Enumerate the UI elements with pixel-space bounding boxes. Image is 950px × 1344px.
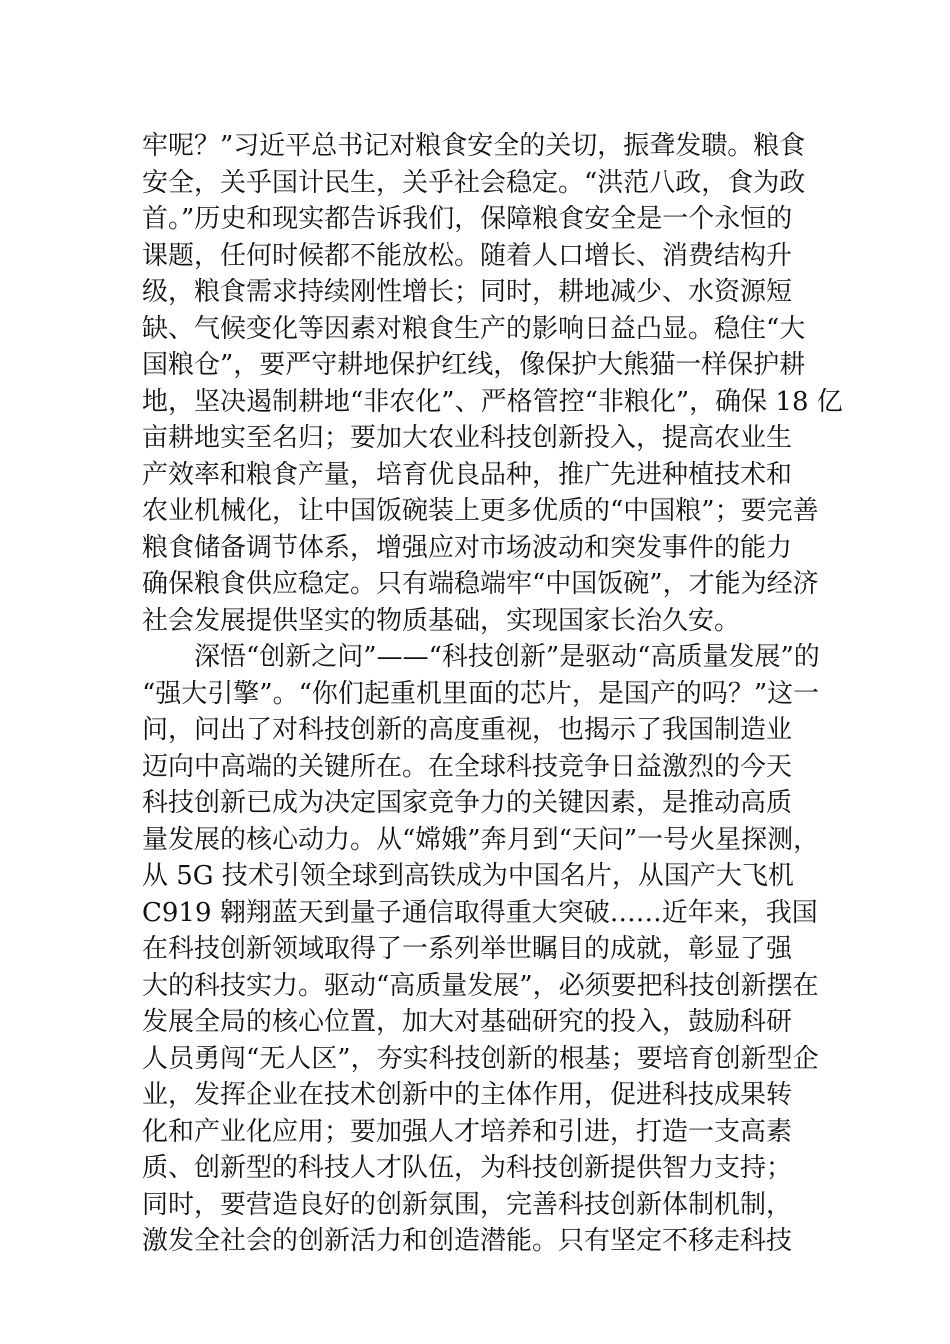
text-line: 人员勇闯“无人区”，夯实科技创新的根基；要培育创新型企 [142, 1043, 819, 1074]
text-line: 首。”历史和现实都告诉我们，保障粮食安全是一个永恒的 [142, 204, 793, 234]
text-line: 科技创新已成为决定国家竞争力的关键因素，是推动高质 [142, 788, 793, 818]
text-line: 激发全社会的创新活力和创造潜能。只有坚定不移走科技 [142, 1226, 793, 1256]
text-line: 大的科技实力。驱动“高质量发展”，必须要把科技创新摆在 [142, 970, 819, 1001]
text-line: 社会发展提供坚实的物质基础，实现国家长治久安。 [142, 605, 741, 636]
text-line: 级，粮食需求持续刚性增长；同时，耕地减少、水资源短 [142, 277, 793, 307]
text-line: 牢呢？”习近平总书记对粮食安全的关切，振聋发聩。粮食 [142, 131, 806, 161]
text-line: 化和产业化应用；要加强人才培养和引进，打造一支高素 [142, 1116, 793, 1147]
text-line: 课题，任何时候都不能放松。随着人口增长、消费结构升 [142, 240, 793, 271]
text-line: C919 翱翔蓝天到量子通信取得重大突破……近年来，我国 [142, 897, 818, 928]
text-line: 粮食储备调节体系，增强应对市场波动和突发事件的能力 [142, 532, 793, 563]
text-line: 农业机械化，让中国饭碗装上更多优质的“中国粮”；要完善 [142, 496, 819, 526]
text-line: 质、创新型的科技人才队伍，为科技创新提供智力支持； [142, 1153, 793, 1183]
text-line: 问，问出了对科技创新的高度重视，也揭示了我国制造业 [142, 715, 793, 745]
text-line: 同时，要营造良好的创新氛围，完善科技创新体制机制， [142, 1189, 793, 1220]
text-line: 缺、气候变化等因素对粮食生产的影响日益凸显。稳住“大 [142, 313, 806, 344]
text-line: 在科技创新领域取得了一系列举世瞩目的成就，彰显了强 [142, 934, 793, 964]
text-line: 产效率和粮食产量，培育优良品种，推广先进种植技术和 [142, 459, 793, 490]
text-line: 安全，关乎国计民生，关乎社会稳定。“洪范八政，食为政 [142, 167, 806, 198]
text-line: 地，坚决遏制耕地“非农化”、严格管控“非粮化”，确保 18 亿 [142, 386, 843, 417]
text-line: 从 5G 技术引领全球到高铁成为中国名片，从国产大飞机 [142, 861, 794, 891]
text-line: 发展全局的核心位置，加大对基础研究的投入，鼓励科研 [142, 1007, 793, 1037]
text-line: “强大引擎”。“你们起重机里面的芯片，是国产的吗？”这一 [142, 678, 820, 709]
text-line: 业，发挥企业在技术创新中的主体作用，促进科技成果转 [142, 1080, 793, 1110]
text-line: 量发展的核心动力。从“嫦娥”奔月到“天问”一号火星探测， [142, 824, 820, 855]
text-line: 迈向中高端的关键所在。在全球科技竞争日益激烈的今天 [142, 751, 793, 782]
text-line: 国粮仓”，要严守耕地保护红线，像保护大熊猫一样保护耕 [142, 350, 806, 380]
body-text [142, 128, 843, 1260]
paragraph-start-line: 深悟“创新之问”——“科技创新”是驱动“高质量发展”的 [142, 642, 820, 672]
text-line: 确保粮食供应稳定。只有端稳端牢“中国饭碗”，才能为经济 [142, 569, 819, 599]
text-line: 亩耕地实至名归；要加大农业科技创新投入，提高农业生 [142, 423, 793, 453]
